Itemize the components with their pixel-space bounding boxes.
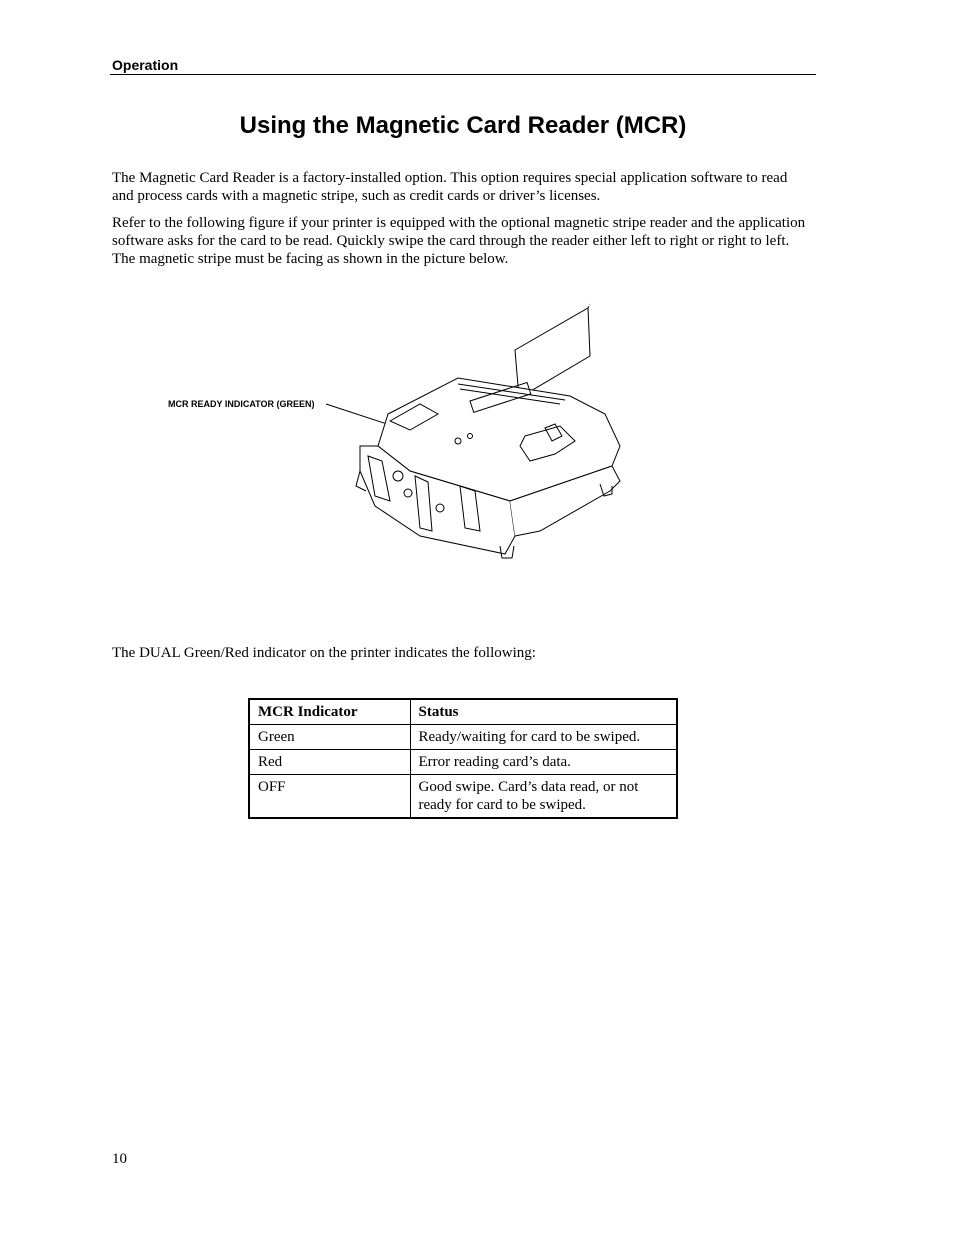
intro-paragraph: The Magnetic Card Reader is a factory-installed option. This option requires special application software to read and process cards with a magnetic stripe, such as credit cards or driver’s licenses. — [112, 170, 788, 204]
section-header: Operation — [112, 57, 179, 73]
mcr-indicator-callout-label: MCR READY INDICATOR (GREEN) — [168, 399, 315, 409]
mcr-indicator-table — [248, 698, 678, 819]
status-cell: Error reading card’s data. — [410, 750, 677, 775]
indicator-cell: Red — [249, 750, 410, 775]
printer-mcr-illustration — [320, 296, 630, 561]
status-cell: Ready/waiting for card to be swiped. — [410, 725, 677, 750]
instructions-paragraph: Refer to the following figure if your printer is equipped with the optional magnetic stripe reader and the application software asks for the card to be read. Quickly swipe the card through the reader either left to right or right to left. The magnetic stripe must be facing as shown in the picture below. — [112, 215, 806, 267]
page-title: Using the Magnetic Card Reader (MCR) — [239, 112, 687, 139]
column-header-indicator: MCR Indicator — [249, 699, 410, 725]
header-divider — [110, 74, 816, 75]
table-header-row — [249, 699, 677, 725]
column-header-status: Status — [410, 699, 677, 725]
indicator-intro-paragraph: The DUAL Green/Red indicator on the printer indicates the following: — [112, 645, 536, 661]
indicator-cell: OFF — [249, 775, 410, 819]
table-row — [249, 725, 677, 750]
status-cell: Good swipe. Card’s data read, or not ready for card to be swiped. — [410, 775, 677, 819]
table-row — [249, 775, 677, 819]
table-row — [249, 750, 677, 775]
page-number: 10 — [112, 1151, 127, 1167]
indicator-cell: Green — [249, 725, 410, 750]
